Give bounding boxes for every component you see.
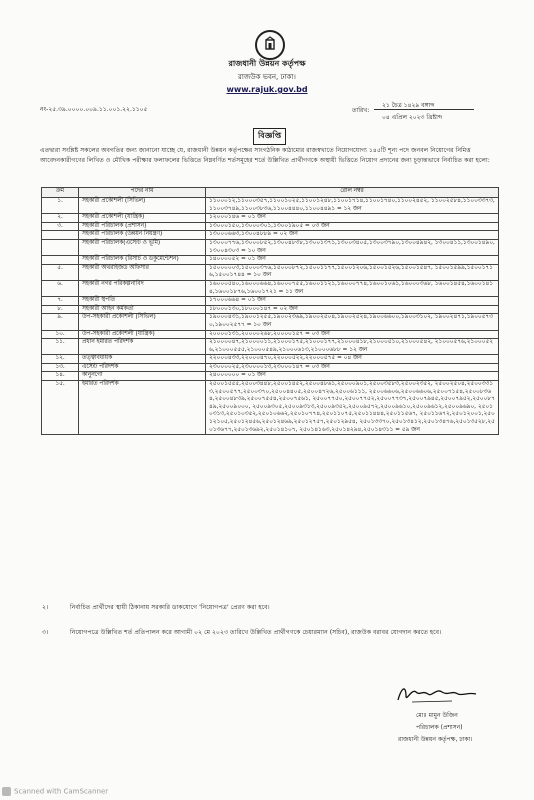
table-row [42, 264, 499, 280]
date-english: ০৪ এপ্রিল ২০২৩ খ্রিষ্টাব্দ [382, 114, 443, 121]
cell-post-name: সহকারী পরিচালক(এস্টেট ও ভূমি) [79, 239, 206, 255]
cell-roll-numbers: ১৭০০০৬৬৪ = ০১ জন [206, 297, 499, 306]
camscanner-logo-icon [2, 787, 11, 796]
cell-serial: ১১. [42, 339, 79, 355]
table-row [42, 231, 499, 240]
cell-serial: ১৪. [42, 372, 79, 381]
cell-post-name: উপ-সহকারী প্রকৌশলী (যান্ত্রিক) [79, 330, 206, 339]
cell-roll-numbers: ১৮০০০১৩০,১৮০০০১৪৭ = ০২ জন [206, 305, 499, 314]
cell-post-name: সহকারী পরিচালক (উন্নয়ন নিয়ন্ত্রণ) [79, 231, 206, 240]
table-row [42, 330, 499, 339]
cell-post-name: সহকারী প্রকৌশলী (যান্ত্রিক) [79, 214, 206, 223]
cell-serial [42, 256, 79, 265]
watermark-text: Scanned with CamScanner [14, 787, 109, 796]
cell-serial: ১. [42, 198, 79, 214]
handwritten-signature [392, 682, 482, 706]
cell-post-name: তত্ত্বাবধায়ক [79, 355, 206, 364]
cell-post-name: ইমারত পরিদর্শক [79, 381, 206, 435]
cell-post-name: এস্টেট পরিদর্শক [79, 363, 206, 372]
table-header-row [42, 188, 499, 198]
cell-roll-numbers: ১৩০০০১৫০,১৩০০০৩০১,১৩০০১৯০৫ = ০৩ জন [206, 222, 499, 231]
organization-name: রাজধানী উন্নয়ন কর্তৃপক্ষ [228, 59, 306, 68]
cell-roll-numbers: ১৩০০০৭৭৬,১৩০০০৮৫২,১৩০০৪৮৩৮,১৩০০১৩৭১,১৩০০৩৪০৫,১৩০০৩৭৯০,১৩০০৪৯৪২, ১৩০০৪১১,১৩০০১৪৯০,১৩০০৪৩০৩ = ১০ জন [206, 239, 499, 255]
signatory-designation: পরিচালক (প্রশাসন) [416, 724, 463, 731]
signatory-name: মোঃ মামুন উজিন [416, 712, 458, 719]
table-row [42, 214, 499, 223]
cell-post-name: সহকারী নগর পরিকল্পনাবিদ [79, 280, 206, 296]
cell-roll-numbers: ২১০০০০৪৭,২১০০০০১১,২১০০০১৭৫,২১০০০১৭৭,২১০০০৪১৮,২১০০০৫১০,২১০০০৫৪২, ২১০০০৫৭৬,২১০০০৫২৬,২১০০০৫৫৫,২১০০০৫৪৯,২১০০০৬১৩,২১০০০৬৮৮ = ১২ জন [206, 339, 499, 355]
cell-serial [42, 231, 79, 240]
condition-number: ৩। [42, 629, 49, 636]
condition-text: নির্বাচিত প্রার্থীদের স্থায়ী ঠিকানায় সরকারি ডাকযোগে 'নিয়োগপত্র' প্রেরণ করা হবে। [70, 604, 270, 611]
table-row [42, 372, 499, 381]
date-label: তারিখ: [352, 107, 370, 114]
table-row [42, 381, 499, 435]
table-row [42, 239, 499, 255]
table-row [42, 297, 499, 306]
table-row [42, 363, 499, 372]
cell-serial: ৯. [42, 314, 79, 330]
cell-post-name: সহকারী পরিচালক (রিসার্চ ও ডকুমেন্টেশন) [79, 256, 206, 265]
cell-serial: ১০. [42, 330, 79, 339]
cell-roll-numbers: ১৪০০০০৫২ = ০১ জন [206, 256, 499, 265]
table-row [42, 305, 499, 314]
intro-paragraph: এতদ্বারা সংশ্লিষ্ট সকলের অবগতির জন্য জানানো যাচ্ছে যে, রাজধানী উন্নয়ন কর্তৃপক্ষের সাংগঠনিক কাঠামোর রাজস্বখাতে নিয়োগযোগ্য ১৪৫টি শূন্য পদে জনবল নিয়োগের নিমিত্ত আবেদনকারীগণের লিখিত ও মৌখিক পরীক্ষার ফলাফলের ভিত্তিতে নিম্নবর্ণিত শর্তসমূহের শর্তে উল্লিখিত প্রার্থীগণকে অস্থায়ী ভিত্তিতে নিয়োগ প্রদানের জন্য চূড়ান্তভাবে নির্বাচিত করা হলো: [40, 147, 490, 164]
cell-serial: ৮. [42, 305, 79, 314]
cell-post-name: উপ-সহকারী প্রকৌশলী (সিভিল) [79, 314, 206, 330]
cell-post-name: কানুনগো [79, 372, 206, 381]
cell-roll-numbers: ২৪০০০০০০ = ০১ জন [206, 372, 499, 381]
cell-serial [42, 239, 79, 255]
table-row [42, 222, 499, 231]
cell-post-name: সহকারী অথরাইজড অফিসার [79, 264, 206, 280]
date-divider [374, 109, 474, 110]
table-row [42, 314, 499, 330]
cell-roll-numbers: ২৩০০০০২৫,২৩০০০০১৩,২৩০০০১৪৭ = ০৩ জন [206, 363, 499, 372]
cell-roll-numbers: ২২০০০৪৩৩,২২০০০৪৭০,২২০০০৫২২,২২০০০৫৭৫ = ০৪ জন [206, 355, 499, 364]
cell-post-name: সহকারী প্রকৌশলী (সিভিল) [79, 198, 206, 214]
cell-serial: ২. [42, 214, 79, 223]
column-header-sl: ক্রম [42, 188, 79, 198]
table-row [42, 280, 499, 296]
cell-serial: ৩. [42, 222, 79, 231]
table-row [42, 256, 499, 265]
website-link[interactable]: www.rajuk.gov.bd [226, 85, 308, 94]
table-row [42, 355, 499, 364]
cell-post-name: প্রধান ইমারত পরিদর্শক [79, 339, 206, 355]
cell-serial: ৬. [42, 280, 79, 296]
camscanner-watermark [2, 787, 108, 796]
memo-number: নং-২৫.৩৯.০০০০.০০৯.১১.০০১.২২.১১০৫ [40, 106, 148, 113]
column-header-rolls: রোল নম্বর [206, 188, 499, 198]
cell-serial: ১২. [42, 355, 79, 364]
signatory-office: রাজধানী উন্নয়ন কর্তৃপক্ষ, ঢাকা। [398, 736, 473, 743]
cell-roll-numbers: ১২০০০১৪৬ = ০১ জন [206, 214, 499, 223]
cell-serial: ১৩. [42, 363, 79, 372]
organization-address: রাজউক ভবন, ঢাকা। [238, 73, 296, 81]
notice-title: বিজ্ঞপ্তি [253, 128, 286, 145]
cell-roll-numbers: ১৬০০০৫৪০,১৬০০০৬৬৪,১৬০০০৭৫৫,১৬০০১১২১,১৬০০০৭৭৪,১৬০০১০৬১,১৬০০০৩৬৮, ১৬০০১৪৫৪,১৬০০১৪১৪,১৬০০১৮৭৬,১৬০০১৭২১ = ১১ জন [206, 280, 499, 296]
cell-roll-numbers: ১১০০০১২,১১০০০৩৫৭,১১০০১০২৫,১১০০১২৪৮,১১০০১৭১৪,১১০০১৭৪০,১১০০২৪৫২, ১১০০২৫৮৪,১১০০৩৩৭৩,১১০০৩৭৪৯,১১০০৩৮৩৬,১১০০৪৪৪০,১১০০৪৪৯১ = ১২ জন [206, 198, 499, 214]
date-bangla: ২১ চৈত্র ১৪২৯ বঙ্গাব্দ [382, 102, 435, 109]
cell-post-name: সহকারী আইন কর্মকর্তা [79, 305, 206, 314]
cell-serial: ৭. [42, 297, 79, 306]
government-seal-icon [255, 30, 285, 60]
cell-roll-numbers: ১৫০০০০০৩,১৫০০০৩৭৬,১৫০০০৮৭২,১৫০০১১৭৭,১৫০০১২০৬,১৫০০১৫২৬,১৫০০১৫৪৭, ১৫০০১৫৯৯,১৫০০১৭১৬,১৫০০১৭৪৪ = ১০ জন [206, 264, 499, 280]
cell-roll-numbers: ২৫০০১৫৫৫,২৫০০৩৪৪৮,২৫০০১৪৫২,২৫০০৪৮৬১,২৫০০০৯০১,২৫০০৩৫৮৩,২৫০০২৩৫২, ২৫০০২৫০৪,২৫০০৩৩১৩,২৫০০৫৭৭,২৫০০৩৭০,২৫০০৪৪০৫,২৫০০৪৭২৬,২৫০০৬১১১, ২৫০০৬৬০৬,২৫০০৬৬০৬,২৫০০৭১৫৪,২৫০০৮৩৬৪,২৫০০৪৮৩৯,২৫০০৭৫৫৪,২৫০০৭৫৬১, ২৫০০৭৭৫০,২৫০০৭৭৫২,২৫০০৭৭৩৭,২৫০০৭৯৪৫,২৫০০৭৯৫২,২৫০০৮৭৪৯,২৫০০৯০০০, ২৫০০৯৩০৫,২৫০০৯৩১৩,২৫০০৯৩৫২,২৫০০৯৫৭২,২৫০০৯৬১০,২৫০০৯৬১২,২৫০০৯৬৯০, ২৫০১০৩১৩,২৫০১০৩৫২,২৫০১০৬৬২,২৫০১০৭৭৪,২৫০১১০৭৫,২৫০১১৪৪৪,২৫০১১৫৬৭, ২৫০১১৬৭২,২৫০১২০০১,২৫০১২১০৫,২৫০১২৪৫৬,২৫০১২৪৬৯,২৫০১২৭৫৭,২৫০১২৯৫৪, ২৫০১৩৩৭০,২৫০১৩৪১২,২৫০১৩৪৭৬,২৫০১৩৫২৮,২৫০১৩৬৭৭,২৫০১৩৬৯২,২৫০১৪১০৭, ২৫০১৪১৬৩,২৫০১৪২৯৪,২৫০১৪৩১১ = ৫৯ জন [206, 381, 499, 435]
table-row [42, 339, 499, 355]
cell-serial: ১৫. [42, 381, 79, 435]
column-header-post: পদের নাম [79, 188, 206, 198]
table-row [42, 198, 499, 214]
cell-roll-numbers: ২০০০০১৩১,২০০০০২৬৮,২০০০০১৫৭ = ০৩ জন [206, 330, 499, 339]
cell-roll-numbers: ১৩০০০৬৬৩,১৩০০৪৮৮৯ = ০২ জন [206, 231, 499, 240]
cell-roll-numbers: ১৯০০০৪৩১,১৯০০১২৫৫,১৯০০২৩৬৯,১৯০০২৫০৪,১৯০০২৫২৪,১৯০০৬৬০০,১৯০০৩১০২, ১৯০০২৪৭১,১৯০০৫৭৩০,১৯০০২৫৭৭ = ১০ জন [206, 314, 499, 330]
cell-serial: ৫. [42, 264, 79, 280]
cell-post-name: সহকারী পরিচালক (প্রশাসন) [79, 222, 206, 231]
condition-number: ২। [42, 604, 49, 611]
condition-text: নিয়োগপত্রে উল্লিখিত শর্ত প্রতিপালন করে আগামী ০২ মে ২০২৩ তারিখে উল্লিখিত প্রার্থীগণকে চেয়ারম্যান (সচিব), রাজউক বরাবর যোগদান করতে হবে। [70, 629, 442, 636]
cell-post-name: সহকারী স্থপতি [79, 297, 206, 306]
selection-table [41, 187, 499, 435]
